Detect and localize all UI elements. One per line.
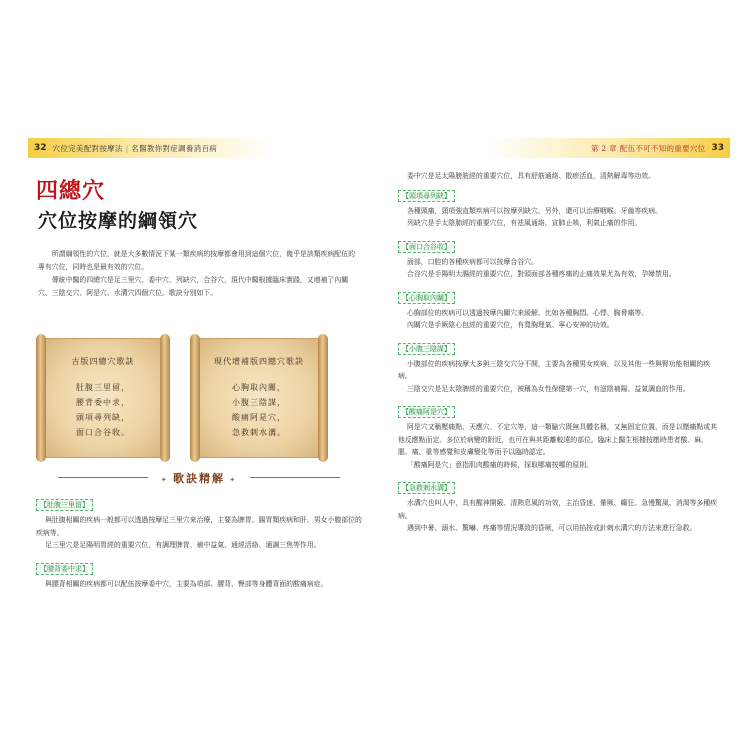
verse-entry [36,492,362,552]
entry-label: 【腰背委中求】 [36,563,93,575]
entry-paragraph: 與腰背相關的疾病都可以配伍按摩委中穴，主要為項部、腰背、臀部等身體背面的酸痛病症。 [44,579,328,588]
left-page-number: 32 [34,143,47,153]
intro-paragraph: 傳統中醫的四總穴是足三里穴、委中穴、列缺穴，合谷穴，現代中醫根據臨床實踐，又增補了內關穴、三陰交穴、阿是穴、水溝穴四個穴位。歌訣分別如下。 [38,276,349,297]
entry-body [36,514,362,552]
verse-entry [398,183,720,230]
ornament-icon: ✦ [160,476,173,484]
verse-line: 心胸取內關， [232,383,286,392]
entry-body [398,497,720,535]
entry-paragraph: 內關穴是手厥陰心包經的重要穴位，有寬胸理氣、寧心安神的功效。 [406,321,614,329]
ornament-icon: ✦ [225,476,238,484]
verse-line: 小腹三陰謀， [232,398,286,407]
intro-text [38,248,360,300]
entry-paragraph: 小腹部位的疾病按摩大多與三陰交穴分不開，主要為各種男女疾病，以及其他一些與腎功能相關的疾病。 [398,359,711,380]
verse-line: 腰背委中求， [76,398,130,407]
verse-entry [398,234,720,281]
lead-paragraph [398,170,720,183]
header-separator: | [125,143,129,153]
entry-paragraph: 足三里穴是足陽明胃經的重要穴位，有調理脾胃、補中益氣、通經活絡、通調三焦等作用。 [44,541,321,549]
right-page-header [380,138,730,158]
ancient-verse-scroll [34,334,172,462]
entry-body [398,421,720,471]
entry-paragraph: 阿是穴又稱壓痛點、天應穴、不定穴等，這一類腧穴既無具體名稱，又無固定位置，而是以壓痛點或其他反應點而定。多位於病變的附近，也可在與其距離較遠的部位。臨床上醫生根據按壓時患者酸、麻、脹、痛、重等感覺和皮膚變化等而予以臨時認定。 [398,423,718,456]
verse-entry [398,336,720,396]
entry-paragraph: 心胸部位的疾病可以透過按摩內關穴來緩解，比如各種胸悶、心悸、胸脅痛等。 [406,308,649,317]
entry-body [398,307,720,332]
chapter-title: 第 2 章 配伍不可不知的重要穴位 [590,143,706,153]
verse-entry [36,556,362,591]
entry-paragraph: 遇到中暑、溺水、驚嚇、疼痛等情況導致的昏厥，可以用掐按或針刺水溝穴的方法來進行急救。 [406,524,697,532]
verse-line: 面口合谷收。 [76,428,130,437]
entry-label: 【急救刺水溝】 [398,482,455,494]
entry-body [398,256,720,281]
intro-paragraph: 所謂綱領性的穴位，就是大多數情況下某一類疾病的按摩都會用到這個穴位，幾乎是該類疾病配伍的專有穴位，同時也是最有效的穴位。 [38,250,355,271]
entry-label: 【小腹三陰謀】 [398,343,455,355]
entry-label: 【心胸取內關】 [398,292,455,304]
verse-line: 酸痛阿是穴， [232,413,286,422]
entry-label: 【肚腹三里留】 [36,499,93,511]
left-page-header [28,138,380,158]
entry-paragraph: 三陰交穴是足太陰脾經的重要穴位，被稱為女性保健第一穴，有滋陰補陽、益氣調血的作用。 [406,384,690,393]
entry-paragraph: 水溝穴也叫人中，具有醒神開竅、清熱息風的功效，主治昏迷、暈厥、癲狂、急慢驚風、消渴等多種疾病。 [398,499,718,520]
section-title-text: 歌訣精解 [173,472,225,485]
entry-paragraph: 各種頭痛，頸項強直類疾病可以按摩列缺穴，另外，還可以治療咽喉、牙齒等疾病。 [406,206,662,215]
entry-body [398,358,720,396]
page-subtitle: 穴位按摩的綱領穴 [38,210,199,232]
scroll-title: 古版四總穴歌訣 [71,357,135,366]
entry-paragraph: 「酸痛阿是穴」意指肌肉酸痛的時候，採取哪痛按哪的原則。 [406,460,594,469]
entry-paragraph: 委中穴是足太陽膀胱經的重要穴位，具有舒筋通絡、散瘀活血，清熱解毒等功效。 [406,172,656,180]
right-page [380,138,730,618]
modern-verse-scroll [188,334,330,462]
entry-body [36,578,362,591]
entry-paragraph: 列缺穴是手太陰肺經的重要穴位，有祛風通絡，宣肺止咳，利氣止痛的作用。 [406,219,642,227]
verse-entry [398,285,720,332]
section-title [38,470,360,486]
section-heading [38,468,360,486]
entry-body [398,205,720,230]
scroll-verse [188,380,330,440]
verse-explanations-left [36,492,362,594]
verse-entry [398,475,720,535]
verse-entry [398,399,720,471]
book-subtitle: 名醫教你對症調養消百病 [131,143,218,153]
verse-line: 急救刺水溝。 [232,428,286,437]
entry-paragraph: 與肚腹相關的疾病一般都可以透過按摩足三里穴來治療，主要為脾胃、腸胃類疾病和肝、男女小腹部位的疾病等。 [36,516,362,537]
scroll-verse [34,380,172,440]
entry-paragraph: 合谷穴是手陽明大腸經的重要穴位，對頭面部各種疼痛的止痛效果尤為有效，孕婦禁用。 [406,270,676,278]
left-page [28,138,380,618]
book-title: 穴位完美配對按摩法 [52,143,123,153]
verse-explanations-right [398,170,720,539]
right-page-number: 33 [711,143,724,153]
entry-paragraph: 面部，口腔的各種疾病都可以按摩合谷穴。 [406,257,538,266]
verse-line: 頭項尋列缺， [76,413,130,422]
page-title: 四總穴 [36,179,106,204]
verse-line: 肚腹三里留， [76,383,130,392]
entry-label: 【頭項尋列缺】 [398,190,455,202]
entry-label: 【酸痛阿是穴】 [398,406,455,418]
scroll-title: 現代增補版四總穴歌訣 [214,357,304,366]
entry-label: 【面口合谷收】 [398,241,455,253]
